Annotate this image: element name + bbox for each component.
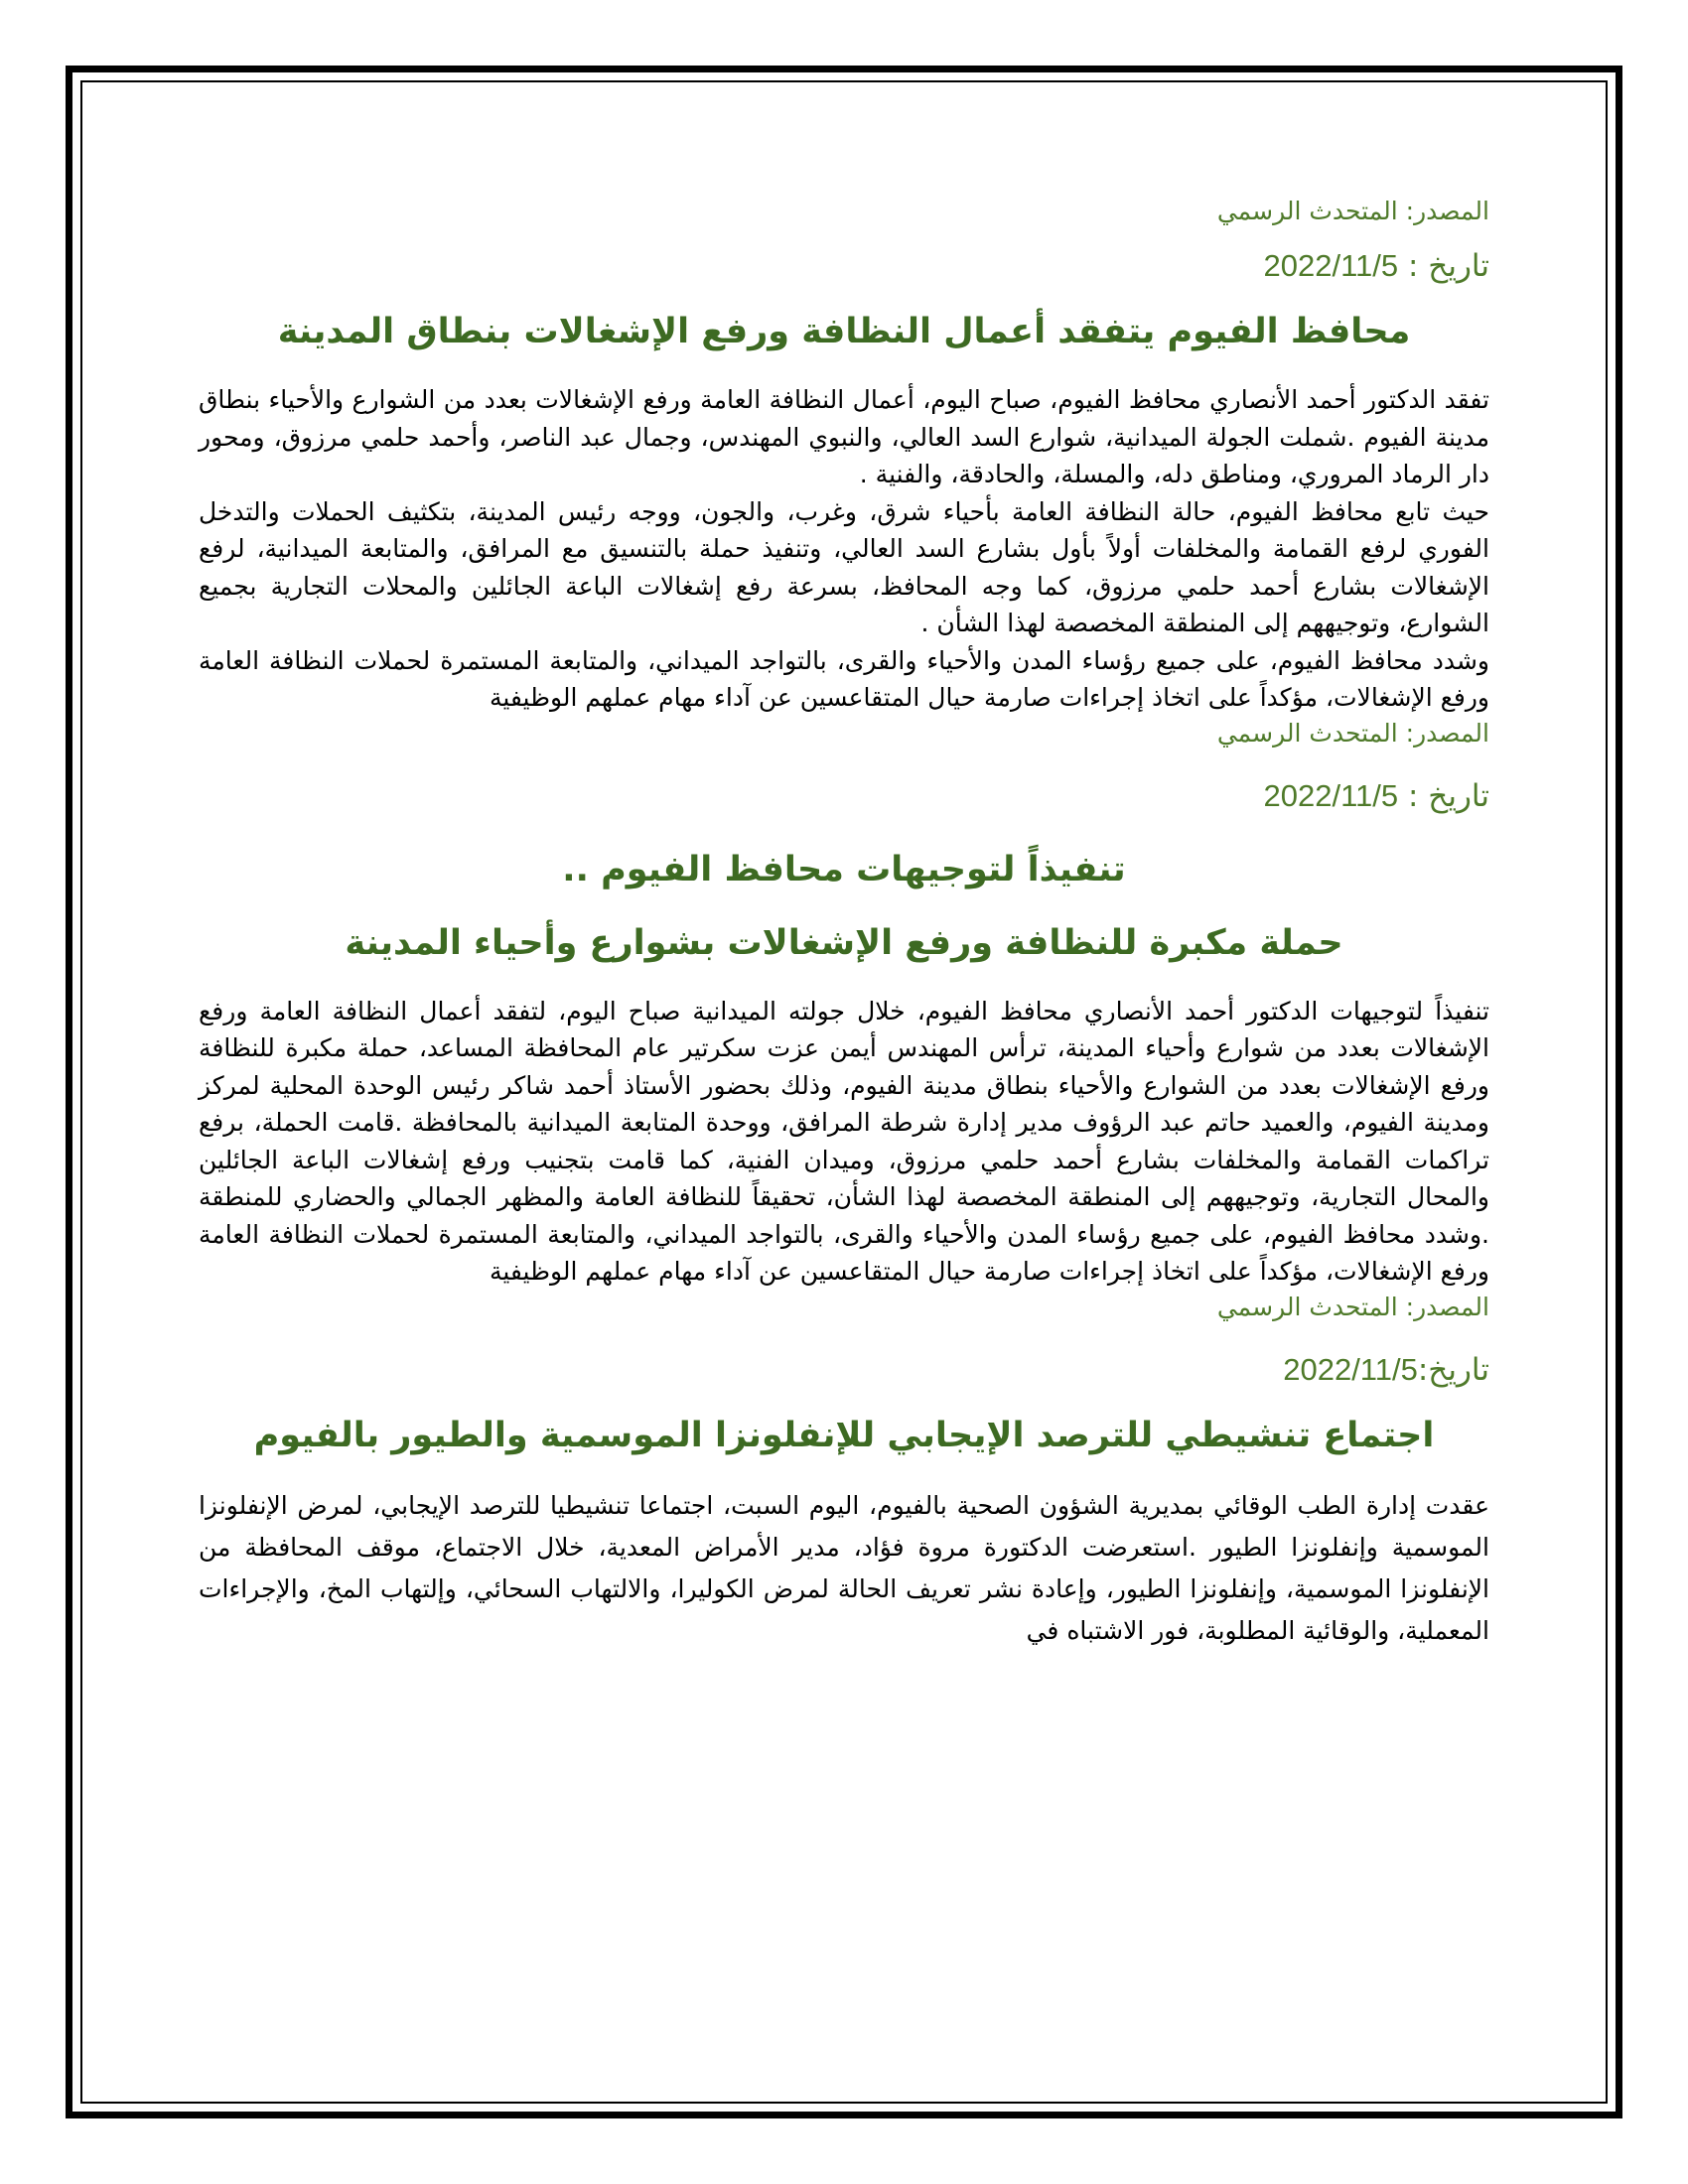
- body-paragraph: تفقد الدكتور أحمد الأنصاري محافظ الفيوم، صباح اليوم، أعمال النظافة العامة ورفع الإشغالات بعدد من الشوارع والأحياء بنطاق مدينة الفيوم .شملت الجولة الميدانية، شوارع السد العالي، والنبوي المهندس، وجمال عبد الناصر، وأحمد حلمي مرزوق، ومحور دار الرماد المروري، ومناطق دله، والمسلة، والحادقة، والفنية .: [199, 385, 1489, 488]
- date-line: [199, 246, 1489, 286]
- date-line: [199, 776, 1489, 816]
- source-line: المصدر: المتحدث الرسمي: [1216, 718, 1489, 748]
- article-3: [199, 1291, 1489, 1652]
- source-line: المصدر: المتحدث الرسمي: [1216, 197, 1489, 225]
- document-content: [199, 195, 1489, 1652]
- article-2: [199, 717, 1489, 1291]
- body-paragraph: تنفيذاً لتوجيهات الدكتور أحمد الأنصاري محافظ الفيوم، خلال جولته الميدانية صباح اليوم، لتفقد أعمال النظافة العامة ورفع الإشغالات بعدد من شوارع وأحياء المدينة، ترأس المهندس أيمن عزت سكرتير عام المحافظة المساعد، حملة مكبرة للنظافة ورفع الإشغالات بعدد من الشوارع والأحياء بنطاق مدينة الفيوم، وذلك بحضور الأستاذ أحمد شاكر رئيس الوحدة المحلية لمركز ومدينة الفيوم، والعميد حاتم عبد الرؤوف مدير إدارة شرطة المرافق، ووحدة المتابعة الميدانية بالمحافظة .قامت الحملة، برفع تراكمات القمامة والمخلفات بشارع أحمد حلمي مرزوق، وميدان الفنية، كما قامت بتجنيب ورفع إشغالات الباعة الجائلين والمحال التجارية، وتوجيههم إلى المنطقة المخصصة لهذا الشأن، تحقيقاً للنظافة العامة والمظهر الجمالي والحضاري للمنطقة .وشدد محافظ الفيوم، على جميع رؤساء المدن والأحياء والقرى، بالتواجد الميداني، والمتابعة المستمرة لحملات النظافة العامة ورفع الإشغالات، مؤكداً على اتخاذ إجراءات صارمة حيال المتقاعسين عن آداء مهام عملهم الوظيفية: [199, 996, 1489, 1286]
- article-body: [199, 993, 1489, 1291]
- date-value: 2022/11/5: [1263, 777, 1399, 813]
- date-line: [199, 1350, 1489, 1390]
- article-headline: تنفيذاً لتوجيهات محافظ الفيوم ..: [562, 849, 1126, 889]
- article-body: [199, 381, 1489, 717]
- body-paragraph: وشدد محافظ الفيوم، على جميع رؤساء المدن والأحياء والقرى، بالتواجد الميداني، والمتابعة المستمرة لحملات النظافة العامة ورفع الإشغالات، مؤكداً على اتخاذ إجراءات صارمة حيال المتقاعسين عن آداء مهام عملهم الوظيفية: [199, 645, 1489, 712]
- article-subheadline: حملة مكبرة للنظافة ورفع الإشغالات بشوارع وأحياء المدينة: [345, 922, 1343, 963]
- article-headline: اجتماع تنشيطي للترصد الإيجابي للإنفلونزا الموسمية والطيور بالفيوم: [253, 1415, 1435, 1455]
- date-value: 2022/11/5: [1263, 248, 1399, 283]
- source-line: المصدر: المتحدث الرسمي: [1216, 1292, 1489, 1321]
- date-value: 2022/11/5: [1283, 1351, 1418, 1387]
- article-body: [199, 1485, 1489, 1652]
- article-headline: محافظ الفيوم يتفقد أعمال النظافة ورفع الإشغالات بنطاق المدينة: [277, 312, 1411, 351]
- date-label: تاريخ:: [1417, 1351, 1489, 1388]
- body-paragraph: عقدت إدارة الطب الوقائي بمديرية الشؤون الصحية بالفيوم، اليوم السبت، اجتماعا تنشيطيا للترصد الإيجابي، لمرض الإنفلونزا الموسمية وإنفلونزا الطيور .استعرضت الدكتورة مروة فؤاد، مدير الأمراض المعدية، خلال الاجتماع، موقف المحافظة من الإنفلونزا الموسمية، وإنفلونزا الطيور، وإعادة نشر تعريف الحالة لمرض الكوليرا، والالتهاب السحائي، وإلتهاب المخ، والإجراءات المعملية، والوقائية المطلوبة، فور الاشتباه في: [199, 1490, 1489, 1645]
- article-1: [199, 195, 1489, 717]
- date-label: تاريخ :: [1398, 248, 1489, 284]
- date-label: تاريخ :: [1398, 777, 1489, 814]
- body-paragraph: حيث تابع محافظ الفيوم، حالة النظافة العامة بأحياء شرق، وغرب، والجون، ووجه رئيس المدينة، بتكثيف الحملات والتدخل الفوري لرفع القمامة والمخلفات أولاً بأول بشارع السد العالي، وتنفيذ حملة بالتنسيق مع المرافق، والمتابعة الميدانية، لرفع الإشغالات بشارع أحمد حلمي مرزوق، كما وجه المحافظ، بسرعة رفع إشغالات الباعة الجائلين والمحلات التجارية بجميع الشوارع، وتوجيههم إلى المنطقة المخصصة لهذا الشأن .: [199, 496, 1489, 637]
